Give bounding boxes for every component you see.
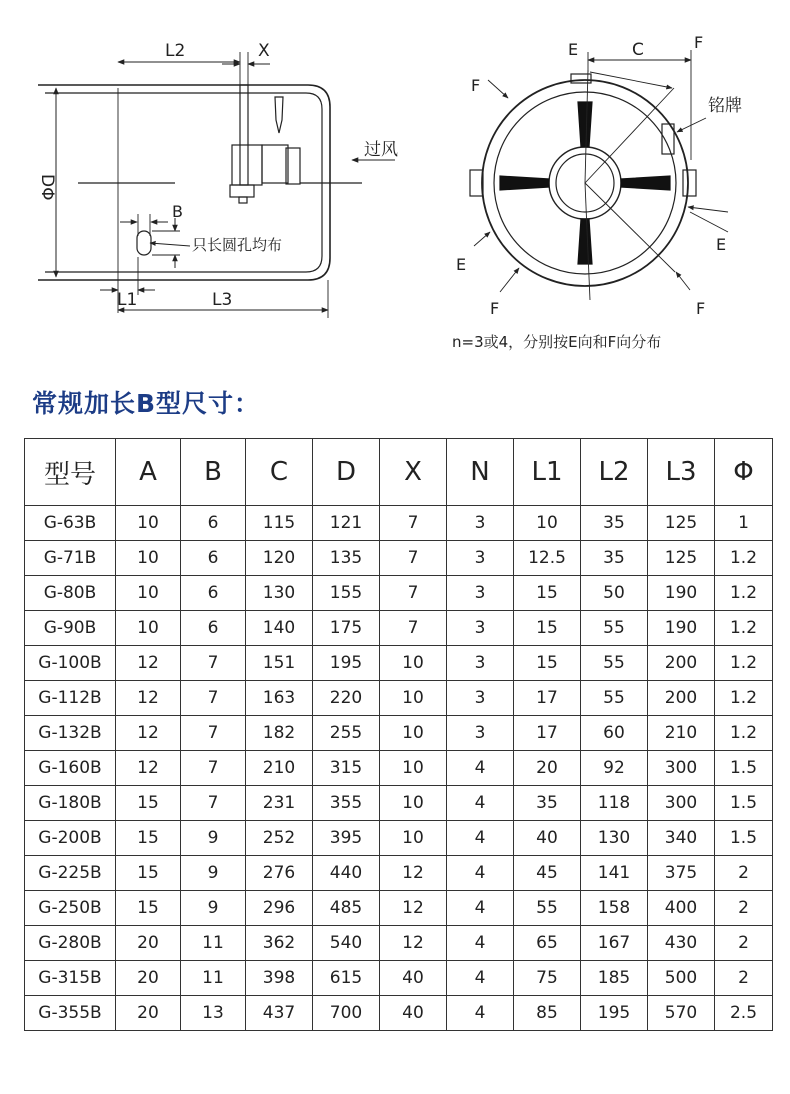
model-cell: G-355B: [25, 996, 116, 1031]
value-cell: 3: [447, 646, 514, 681]
model-cell: G-80B: [25, 576, 116, 611]
header-cell: X: [380, 439, 447, 506]
model-cell: G-250B: [25, 891, 116, 926]
front-e-left-label: E: [456, 255, 467, 274]
value-cell: 7: [380, 506, 447, 541]
value-cell: 570: [648, 996, 715, 1031]
value-cell: 92: [581, 751, 648, 786]
value-cell: 255: [313, 716, 380, 751]
value-cell: 20: [514, 751, 581, 786]
table-row: [25, 926, 773, 961]
value-cell: 15: [514, 576, 581, 611]
value-cell: 3: [447, 716, 514, 751]
value-cell: 398: [246, 961, 313, 996]
value-cell: 10: [116, 611, 181, 646]
value-cell: 3: [447, 611, 514, 646]
value-cell: 15: [116, 856, 181, 891]
header-cell: D: [313, 439, 380, 506]
front-f-bottom-right-label: F: [696, 299, 706, 318]
table-row: [25, 646, 773, 681]
value-cell: 130: [246, 576, 313, 611]
section-title: 常规加长B型尺寸：: [32, 389, 261, 418]
model-cell: G-63B: [25, 506, 116, 541]
value-cell: 130: [581, 821, 648, 856]
table-row: [25, 891, 773, 926]
table-row: [25, 856, 773, 891]
model-cell: G-315B: [25, 961, 116, 996]
value-cell: 1.2: [715, 611, 773, 646]
value-cell: 2: [715, 856, 773, 891]
value-cell: 10: [380, 681, 447, 716]
value-cell: 362: [246, 926, 313, 961]
value-cell: 125: [648, 506, 715, 541]
value-cell: 296: [246, 891, 313, 926]
value-cell: 437: [246, 996, 313, 1031]
table-row: [25, 506, 773, 541]
value-cell: 182: [246, 716, 313, 751]
value-cell: 400: [648, 891, 715, 926]
value-cell: 4: [447, 996, 514, 1031]
value-cell: 9: [181, 821, 246, 856]
value-cell: 1.2: [715, 681, 773, 716]
value-cell: 3: [447, 576, 514, 611]
value-cell: 17: [514, 681, 581, 716]
value-cell: 50: [581, 576, 648, 611]
value-cell: 1.2: [715, 646, 773, 681]
value-cell: 15: [116, 891, 181, 926]
header-cell: L1: [514, 439, 581, 506]
value-cell: 12: [380, 856, 447, 891]
model-cell: G-280B: [25, 926, 116, 961]
table-row: [25, 821, 773, 856]
value-cell: 6: [181, 541, 246, 576]
value-cell: 7: [181, 751, 246, 786]
value-cell: 7: [380, 611, 447, 646]
value-cell: 276: [246, 856, 313, 891]
model-cell: G-100B: [25, 646, 116, 681]
front-f-top-left-label: F: [471, 76, 481, 95]
value-cell: 3: [447, 541, 514, 576]
value-cell: 158: [581, 891, 648, 926]
value-cell: 35: [581, 506, 648, 541]
header-cell: A: [116, 439, 181, 506]
value-cell: 355: [313, 786, 380, 821]
value-cell: 12: [380, 926, 447, 961]
value-cell: 540: [313, 926, 380, 961]
header-cell: B: [181, 439, 246, 506]
value-cell: 195: [313, 646, 380, 681]
dimension-table: [24, 438, 773, 1031]
value-cell: 40: [380, 961, 447, 996]
value-cell: 12.5: [514, 541, 581, 576]
value-cell: 4: [447, 786, 514, 821]
value-cell: 163: [246, 681, 313, 716]
value-cell: 121: [313, 506, 380, 541]
value-cell: 2: [715, 926, 773, 961]
front-e-top-label: E: [568, 40, 579, 59]
value-cell: 315: [313, 751, 380, 786]
value-cell: 12: [116, 716, 181, 751]
model-cell: G-160B: [25, 751, 116, 786]
header-cell: 型号: [25, 439, 116, 506]
dim-b-label: B: [172, 202, 183, 221]
value-cell: 75: [514, 961, 581, 996]
value-cell: 195: [581, 996, 648, 1031]
value-cell: 65: [514, 926, 581, 961]
front-view-caption: n=3或4，分别按E向和F向分布: [452, 333, 662, 351]
value-cell: 13: [181, 996, 246, 1031]
value-cell: 700: [313, 996, 380, 1031]
value-cell: 375: [648, 856, 715, 891]
value-cell: 11: [181, 961, 246, 996]
value-cell: 185: [581, 961, 648, 996]
value-cell: 210: [246, 751, 313, 786]
value-cell: 120: [246, 541, 313, 576]
value-cell: 1.2: [715, 576, 773, 611]
value-cell: 1.2: [715, 716, 773, 751]
model-cell: G-132B: [25, 716, 116, 751]
table-body: [25, 506, 773, 1031]
value-cell: 55: [581, 681, 648, 716]
table-row: [25, 576, 773, 611]
value-cell: 4: [447, 751, 514, 786]
value-cell: 55: [581, 646, 648, 681]
value-cell: 118: [581, 786, 648, 821]
value-cell: 220: [313, 681, 380, 716]
value-cell: 10: [380, 821, 447, 856]
value-cell: 4: [447, 961, 514, 996]
value-cell: 190: [648, 576, 715, 611]
value-cell: 55: [514, 891, 581, 926]
value-cell: 125: [648, 541, 715, 576]
value-cell: 10: [514, 506, 581, 541]
dim-d-phi-label: DΦ: [37, 174, 57, 201]
value-cell: 11: [181, 926, 246, 961]
value-cell: 115: [246, 506, 313, 541]
front-view-drawing: [470, 50, 728, 300]
value-cell: 15: [514, 646, 581, 681]
header-cell: L3: [648, 439, 715, 506]
value-cell: 231: [246, 786, 313, 821]
value-cell: 20: [116, 926, 181, 961]
side-view-drawing: [38, 52, 395, 318]
value-cell: 6: [181, 506, 246, 541]
value-cell: 20: [116, 961, 181, 996]
value-cell: 135: [313, 541, 380, 576]
value-cell: 3: [447, 506, 514, 541]
value-cell: 7: [181, 786, 246, 821]
value-cell: 167: [581, 926, 648, 961]
front-f-bottom-left-label: F: [490, 299, 500, 318]
value-cell: 45: [514, 856, 581, 891]
value-cell: 15: [514, 611, 581, 646]
value-cell: 2: [715, 961, 773, 996]
value-cell: 35: [581, 541, 648, 576]
table-row: [25, 996, 773, 1031]
table-row: [25, 716, 773, 751]
model-cell: G-112B: [25, 681, 116, 716]
value-cell: 190: [648, 611, 715, 646]
header-cell: C: [246, 439, 313, 506]
value-cell: 200: [648, 646, 715, 681]
value-cell: 85: [514, 996, 581, 1031]
value-cell: 10: [380, 646, 447, 681]
model-cell: G-225B: [25, 856, 116, 891]
value-cell: 210: [648, 716, 715, 751]
table-row: [25, 611, 773, 646]
table-row: [25, 751, 773, 786]
value-cell: 6: [181, 576, 246, 611]
value-cell: 175: [313, 611, 380, 646]
value-cell: 9: [181, 891, 246, 926]
value-cell: 1.5: [715, 821, 773, 856]
value-cell: 10: [380, 786, 447, 821]
value-cell: 1.5: [715, 751, 773, 786]
table-row: [25, 681, 773, 716]
value-cell: 12: [380, 891, 447, 926]
value-cell: 140: [246, 611, 313, 646]
value-cell: 1: [715, 506, 773, 541]
value-cell: 12: [116, 751, 181, 786]
value-cell: 141: [581, 856, 648, 891]
value-cell: 340: [648, 821, 715, 856]
table-row: [25, 541, 773, 576]
table-row: [25, 961, 773, 996]
value-cell: 10: [116, 576, 181, 611]
header-cell: L2: [581, 439, 648, 506]
header-cell: N: [447, 439, 514, 506]
value-cell: 252: [246, 821, 313, 856]
value-cell: 395: [313, 821, 380, 856]
value-cell: 1.5: [715, 786, 773, 821]
dim-c-label: C: [632, 40, 644, 60]
airflow-label: 过风: [364, 140, 398, 160]
value-cell: 2.5: [715, 996, 773, 1031]
value-cell: 485: [313, 891, 380, 926]
value-cell: 7: [181, 646, 246, 681]
nameplate-label: 铭牌: [708, 96, 742, 116]
model-cell: G-71B: [25, 541, 116, 576]
value-cell: 4: [447, 821, 514, 856]
value-cell: 10: [116, 506, 181, 541]
value-cell: 12: [116, 646, 181, 681]
value-cell: 200: [648, 681, 715, 716]
table-row: [25, 786, 773, 821]
value-cell: 1.2: [715, 541, 773, 576]
technical-drawings: [0, 0, 790, 370]
value-cell: 2: [715, 891, 773, 926]
dim-l2-label: L2: [165, 41, 186, 61]
value-cell: 55: [581, 611, 648, 646]
dim-l1-label: L1: [117, 290, 138, 310]
dim-x-label: X: [258, 41, 270, 61]
value-cell: 3: [447, 681, 514, 716]
value-cell: 4: [447, 891, 514, 926]
value-cell: 7: [380, 541, 447, 576]
value-cell: 430: [648, 926, 715, 961]
header-cell: Φ: [715, 439, 773, 506]
front-e-right-label: E: [716, 235, 727, 254]
dim-l3-label: L3: [212, 290, 233, 310]
value-cell: 300: [648, 751, 715, 786]
slot-note-label: 只长圆孔均布: [192, 236, 283, 254]
value-cell: 10: [380, 751, 447, 786]
value-cell: 6: [181, 611, 246, 646]
value-cell: 440: [313, 856, 380, 891]
value-cell: 15: [116, 821, 181, 856]
value-cell: 20: [116, 996, 181, 1031]
model-cell: G-180B: [25, 786, 116, 821]
value-cell: 15: [116, 786, 181, 821]
model-cell: G-90B: [25, 611, 116, 646]
table-header-row: [25, 439, 773, 506]
value-cell: 151: [246, 646, 313, 681]
value-cell: 615: [313, 961, 380, 996]
value-cell: 60: [581, 716, 648, 751]
value-cell: 4: [447, 856, 514, 891]
value-cell: 7: [380, 576, 447, 611]
value-cell: 40: [514, 821, 581, 856]
value-cell: 7: [181, 716, 246, 751]
value-cell: 12: [116, 681, 181, 716]
model-cell: G-200B: [25, 821, 116, 856]
value-cell: 4: [447, 926, 514, 961]
value-cell: 300: [648, 786, 715, 821]
value-cell: 9: [181, 856, 246, 891]
value-cell: 155: [313, 576, 380, 611]
value-cell: 17: [514, 716, 581, 751]
front-f-top-right-label: F: [694, 33, 704, 52]
value-cell: 10: [116, 541, 181, 576]
value-cell: 7: [181, 681, 246, 716]
value-cell: 500: [648, 961, 715, 996]
value-cell: 40: [380, 996, 447, 1031]
value-cell: 10: [380, 716, 447, 751]
value-cell: 35: [514, 786, 581, 821]
